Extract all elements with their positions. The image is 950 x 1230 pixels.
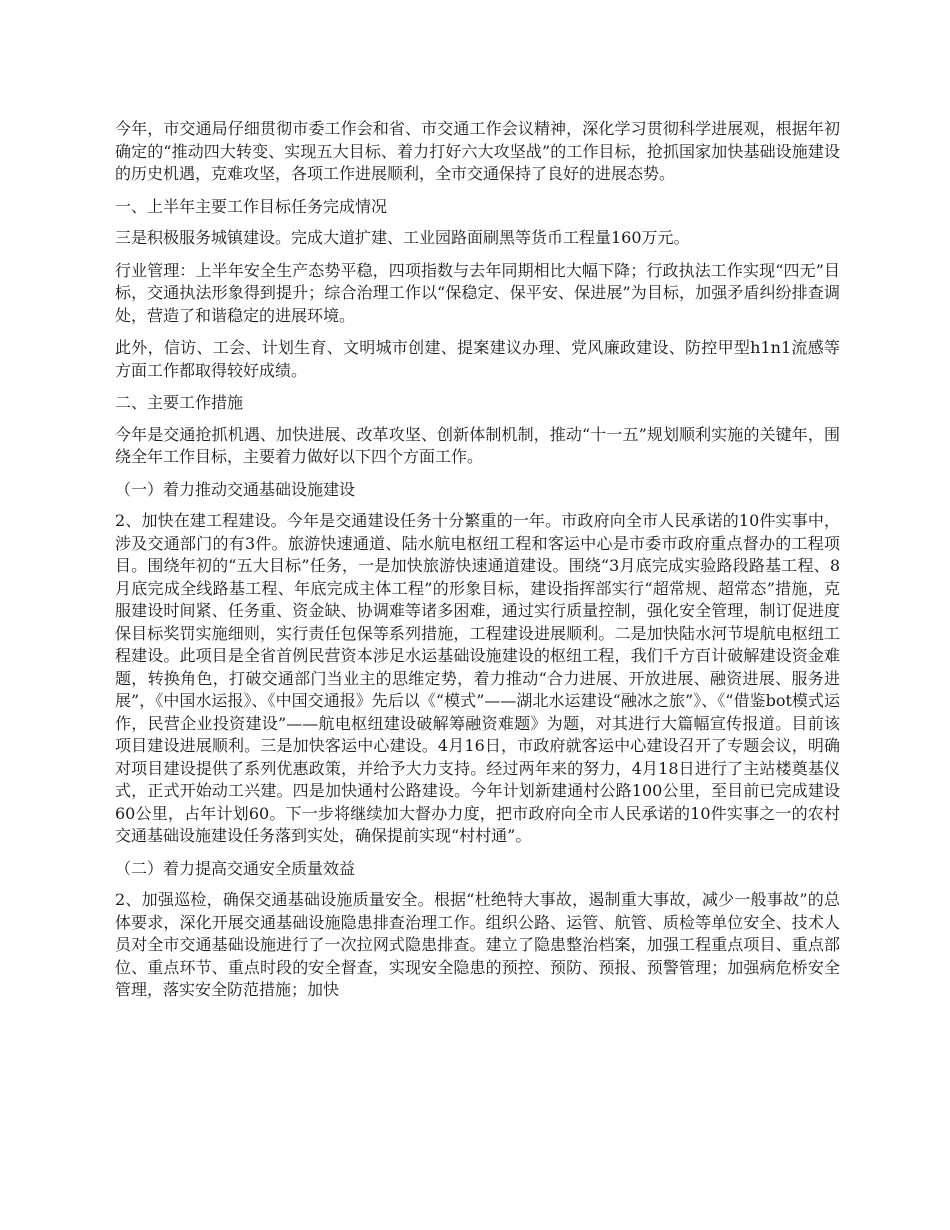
subsection-heading-2: （二）着力提高交通安全质量效益 [115, 858, 356, 878]
paragraph-industry-management: 行业管理：上半年安全生产态势平稳，四项指数与去年同期相比大幅下降；行政执法工作实现“四无”目标，交通执法形象得到提升；综合治理工作以“保稳定、保平安、保进展”为目标，加强矛盾纠纷排查调处，营造了和谐稳定的进展环境。 [115, 260, 840, 325]
section-heading-1: 一、上半年主要工作目标任务完成情况 [115, 196, 388, 216]
section-heading-2: 二、主要工作措施 [115, 393, 244, 412]
paragraph-safety-inspection: 2、加强巡检，确保交通基础设施质量安全。根据“杜绝特大事故，遏制重大事故，减少一般事故”的总体要求，深化开展交通基础设施隐患排查治理工作。组织公路、运管、航管、质检等单位安全、技术人员对全市交通基础设施进行了一次拉网式隐患排查。建立了隐患整治档案，加强工程重点项目、重点部位、重点环节、重点时段的安全督查，实现安全隐患的预控、预防、预报、预警管理；加强病危桥安全管理，落实安全防范措施；加快 [115, 890, 840, 999]
paragraph-construction: 2、加快在建工程建设。今年是交通建设任务十分繁重的一年。市政府向全市人民承诺的10件实事中，涉及交通部门的有3件。旅游快速通道、陆水航电枢纽工程和客运中心是市委市政府重点督办的工程项目。围绕年初的“五大目标”任务，一是加快旅游快速通道建设。围绕“3月底完成实验路段路基工程、8月底完成全线路基工程、年底完成主体工程”的形象目标，建设指挥部实行“超常规、超常态”措施，克服建设时间紧、任务重、资金缺、协调难等诸多困难，通过实行质量控制，强化安全管理，制订促进度保目标奖罚实施细则，实行责任包保等系列措施，工程建设进展顺利。二是加快陆水河节堤航电枢纽工程建设。此项目是全省首例民营资本涉足水运基础设施建设的枢纽工程，我们千方百计破解建设资金难题，转换角色，打破交通部门当业主的思维定势，着力推动“合力进展、开放进展、融资进展、服务进展”，《中国水运报》、《中国交通报》先后以《“模式”——湖北水运建设“融冰之旅”》、《“借鉴bot模式运作，民营企业投资建设”——航电枢纽建设破解筹融资难题》为题，对其进行大篇幅宣传报道。目前该项目建设进展顺利。三是加快客运中心建设。4月16日，市政府就客运中心建设召开了专题会议，明确对项目建设提供了系列优惠政策，并给予大力支持。经过两年来的努力，4月18日进行了主站楼奠基仪式，正式开始动工兴建。四是加快通村公路建设。今年计划新建通村公路100公里，至目前已完成建设60公里，占年计划60。下一步将继续加大督办力度，把市政府向全市人民承诺的10件实事之一的农村交通基础设施建设任务落到实处，确保提前实现“村村通”。 [115, 511, 840, 845]
subsection-heading-1: （一）着力推动交通基础设施建设 [115, 479, 356, 499]
intro-paragraph: 今年，市交通局仔细贯彻市委工作会和省、市交通工作会议精神，深化学习贯彻科学进展观，根据年初确定的“推动四大转变、实现五大目标、着力打好六大攻坚战”的工作目标，抢抓国家加快基础设施建设的历史机遇，克难攻坚，各项工作进展顺利，全市交通保持了良好的进展态势。 [115, 119, 840, 183]
paragraph-key-year: 今年是交通抢抓机遇、加快进展、改革攻坚、创新体制机制，推动“十一五”规划顺利实施的关键年，围绕全年工作目标，主要着力做好以下四个方面工作。 [115, 424, 840, 466]
paragraph-other-work: 此外，信访、工会、计划生育、文明城市创建、提案建议办理、党风廉政建设、防控甲型h1n1流感等方面工作都取得较好成绩。 [115, 338, 840, 380]
document-body [115, 118, 840, 1012]
paragraph-urban-construction: 三是积极服务城镇建设。完成大道扩建、工业园路面刷黑等货币工程量160万元。 [115, 228, 690, 247]
